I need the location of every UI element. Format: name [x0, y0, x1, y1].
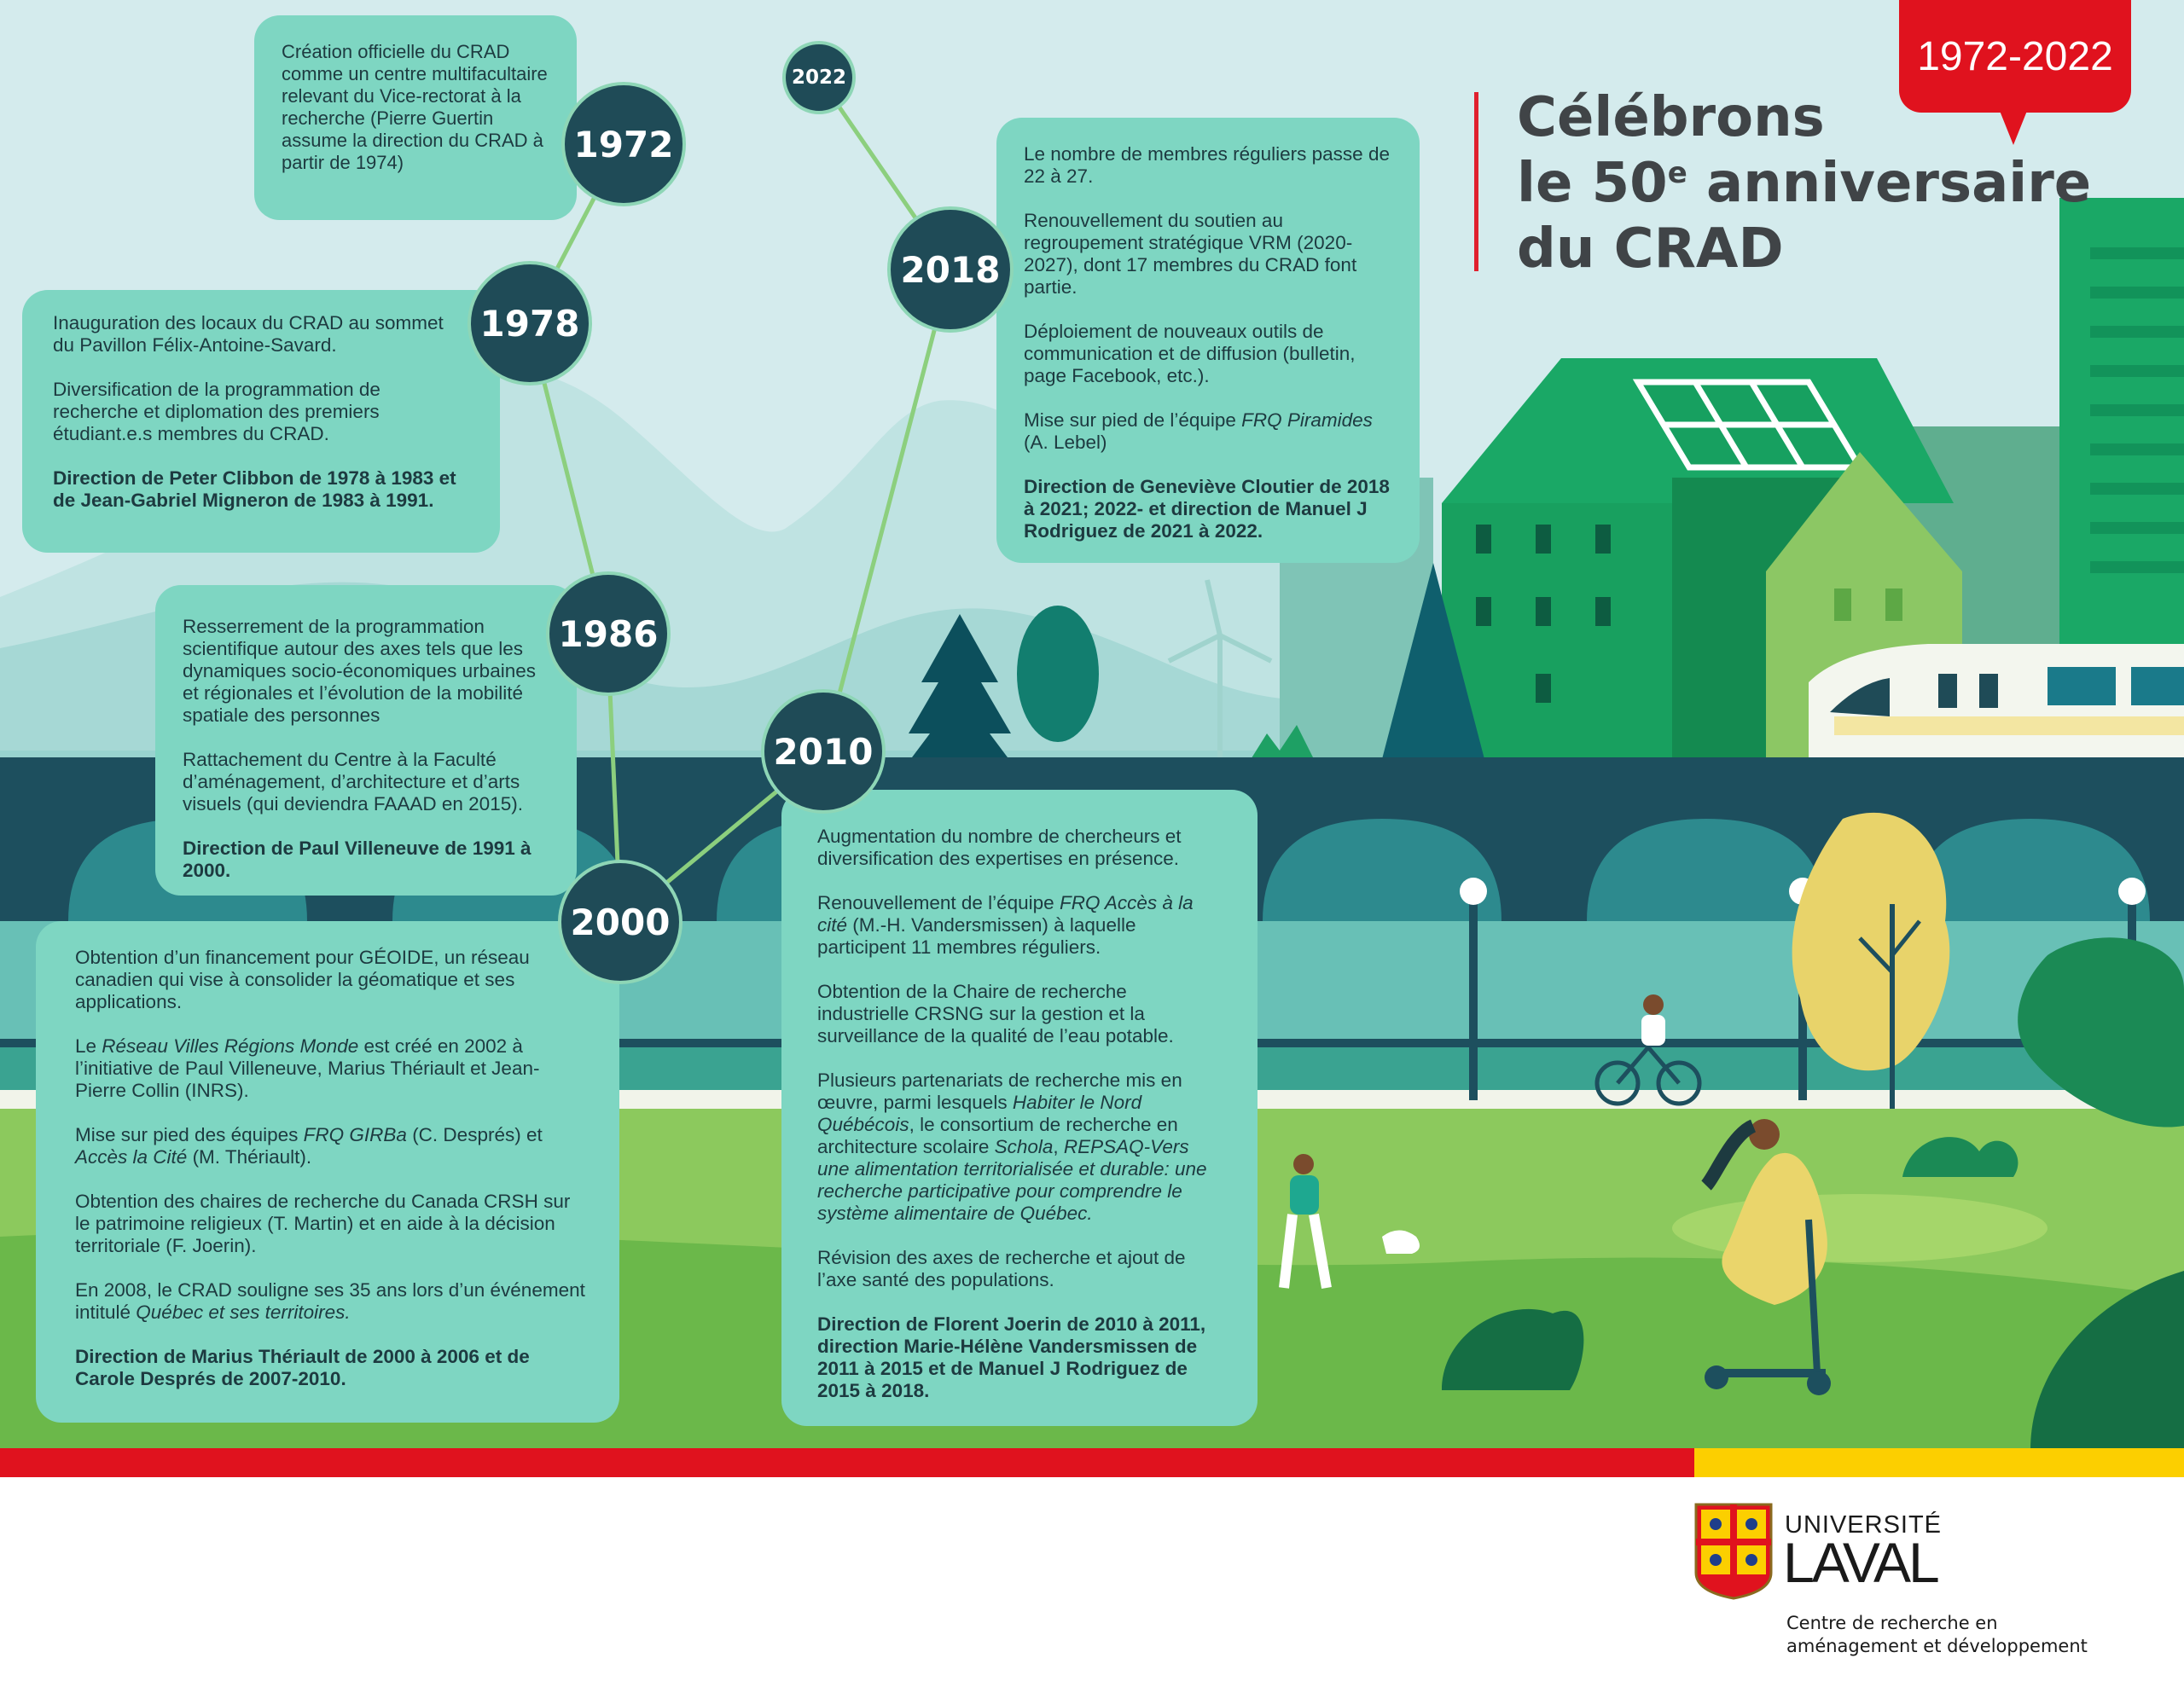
- title-line-2-post: anniversaire: [1687, 152, 2092, 215]
- card-2018-p4-b: (A. Lebel): [1024, 432, 1107, 453]
- title-line-2: [1517, 151, 2091, 217]
- card-2000-p3-c: (M. Thériault).: [187, 1146, 312, 1168]
- anniversary-badge: 1972-2022: [1899, 0, 2131, 113]
- year-marker-2000: 2000: [558, 860, 682, 984]
- stripe-yellow: [1694, 1448, 2184, 1477]
- card-2000-p2-b: est créé en 2002 à l’initiative de Paul Villeneuve, Marius Thériault et Jean-Pierre Collin (INRS).: [75, 1035, 540, 1101]
- title-accent-bar: [1474, 92, 1478, 271]
- card-2010-p4-a: Plusieurs partenariats de recherche mis en œuvre, parmi lesquels: [817, 1070, 1182, 1113]
- year-marker-2010: 2010: [761, 689, 886, 814]
- card-1972-text: Création officielle du CRAD comme un centre multifacultaire relevant du Vice-rectorat à la recherche (Pierre Guertin assume la direction du CRAD à partir de 1974): [282, 41, 548, 173]
- card-2000-p3-italic-2: Accès la Cité: [75, 1146, 188, 1168]
- year-marker-2018: 2018: [887, 206, 1014, 333]
- round-tree: [1017, 606, 1099, 742]
- university-label: UNIVERSITÉ: [1785, 1511, 1943, 1539]
- card-2010-p4-italic-3: REPSAQ-Vers une alimentation territorialisée et durable: une recherche participative pour comprendre le système alimentaire de Québec.: [817, 1136, 1207, 1224]
- card-2010-p2-a: Renouvellement de l’équipe: [817, 892, 1060, 913]
- card-2018-direction: Direction de Geneviève Cloutier de 2018 à 2021; 2022- et direction de Manuel J Rodriguez de 2021 à 2022.: [1024, 476, 1390, 542]
- card-1978-p2: Diversification de la programmation de recherche et diplomation des premiers étudiant.e.s membres du CRAD.: [53, 379, 380, 444]
- card-2010-p2-b: (M.-H. Vandersmissen) à laquelle participent 11 membres réguliers.: [817, 914, 1136, 958]
- universite-laval-crest: [1694, 1503, 1773, 1600]
- card-2010-p4-c: ,: [1053, 1136, 1064, 1157]
- stripe-red: [0, 1448, 1694, 1477]
- year-marker-1986: 1986: [546, 571, 671, 696]
- title-line-1: Célébrons: [1517, 86, 1825, 149]
- card-2010-p4: [817, 1070, 1223, 1225]
- card-2010-p4-b: , le consortium de recherche en architecture scolaire: [817, 1114, 1178, 1157]
- year-marker-1978: 1978: [468, 261, 592, 386]
- card-2000-p4: Obtention des chaires de recherche du Canada CRSH sur le patrimoine religieux (T. Martin) et en aide à la décision territoriale (F. Joerin).: [75, 1191, 571, 1256]
- card-2000-p2-italic: Réseau Villes Régions Monde: [102, 1035, 359, 1057]
- card-2010-p2: [817, 892, 1223, 959]
- card-2000: [36, 921, 619, 1423]
- card-1972: [254, 15, 577, 220]
- card-1978-p1: Inauguration des locaux du CRAD au sommet du Pavillon Félix-Antoine-Savard.: [53, 312, 444, 356]
- card-2018-p4-italic: FRQ Piramides: [1241, 409, 1373, 431]
- card-1986: [155, 585, 577, 896]
- card-2000-p5: [75, 1279, 587, 1324]
- card-2010-p4-italic-2: Schola: [994, 1136, 1054, 1157]
- card-2010-p3: Obtention de la Chaire de recherche industrielle CRSNG sur la gestion et la surveillance de la qualité de l’eau potable.: [817, 981, 1174, 1046]
- title-superscript: e: [1667, 156, 1687, 190]
- card-2010-p5: Révision des axes de recherche et ajout de l’axe santé des populations.: [817, 1247, 1186, 1290]
- card-1986-p1: Resserrement de la programmation scientifique autour des axes tels que les dynamiques socio-économiques urbaines et régionales et l’évolution de la mobilité spatiale des personnes: [183, 616, 536, 726]
- card-1986-p2: Rattachement du Centre à la Faculté d’aménagement, d’architecture et d’arts visuels (qui deviendra FAAAD en 2015).: [183, 749, 523, 815]
- card-2000-p5-a: En 2008, le CRAD souligne ses 35 ans lors d’un événement intitulé: [75, 1279, 585, 1323]
- card-1978: [22, 290, 500, 553]
- card-2010-direction: Direction de Florent Joerin de 2010 à 2011, direction Marie-Hélène Vandersmissen de 2011 à 2015 et de Manuel J Rodriguez de 2015 à 2018.: [817, 1313, 1206, 1401]
- title-line-2-pre: le 50: [1517, 152, 1668, 215]
- card-2018: [996, 118, 1420, 563]
- card-2018-p3: Déploiement de nouveaux outils de communication et de diffusion (bulletin, page Facebook, etc.).: [1024, 321, 1356, 386]
- card-2010-p1: Augmentation du nombre de chercheurs et diversification des expertises en présence.: [817, 826, 1182, 869]
- card-2010-p4-italic-1: Habiter le Nord Québécois: [817, 1092, 1142, 1135]
- title-line-3: du CRAD: [1517, 217, 1784, 281]
- year-marker-1972: 1972: [561, 82, 686, 206]
- card-2000-p2: [75, 1035, 587, 1102]
- card-2000-p3-b: (C. Després) et: [406, 1124, 543, 1145]
- card-2018-p1: Le nombre de membres réguliers passe de 22 à 27.: [1024, 143, 1390, 187]
- laval-wordmark: LAVAL: [1783, 1531, 1937, 1594]
- card-2010-p2-italic: FRQ Accès à la cité: [817, 892, 1194, 936]
- card-2018-p2: Renouvellement du soutien au regroupement stratégique VRM (2020-2027), dont 17 membres du CRAD font partie.: [1024, 210, 1357, 298]
- card-2000-p3-a: Mise sur pied des équipes: [75, 1124, 304, 1145]
- page-title: [1517, 85, 2091, 282]
- card-2000-p2-a: Le: [75, 1035, 102, 1057]
- card-2018-p4-a: Mise sur pied de l’équipe: [1024, 409, 1242, 431]
- centre-name: Centre de recherche en aménagement et développement: [1786, 1613, 2088, 1656]
- card-2018-p4: [1024, 409, 1394, 454]
- card-1986-direction: Direction de Paul Villeneuve de 1991 à 2000.: [183, 838, 531, 881]
- card-2000-direction: Direction de Marius Thériault de 2000 à 2006 et de Carole Després de 2007-2010.: [75, 1346, 530, 1389]
- card-2010: [781, 790, 1258, 1426]
- tower-stripes: [2090, 247, 2184, 573]
- card-2000-p3-italic-1: FRQ GIRBa: [303, 1124, 407, 1145]
- card-1978-direction: Direction de Peter Clibbon de 1978 à 1983 et de Jean-Gabriel Migneron de 1983 à 1991.: [53, 467, 456, 511]
- card-2000-p5-italic: Québec et ses territoires.: [136, 1301, 351, 1323]
- train: [1809, 644, 2184, 759]
- year-marker-2022: 2022: [782, 41, 856, 114]
- card-2000-p1: Obtention d’un financement pour GÉOIDE, un réseau canadien qui vise à consolider la géomatique et ses applications.: [75, 947, 530, 1012]
- card-2000-p3: [75, 1124, 587, 1168]
